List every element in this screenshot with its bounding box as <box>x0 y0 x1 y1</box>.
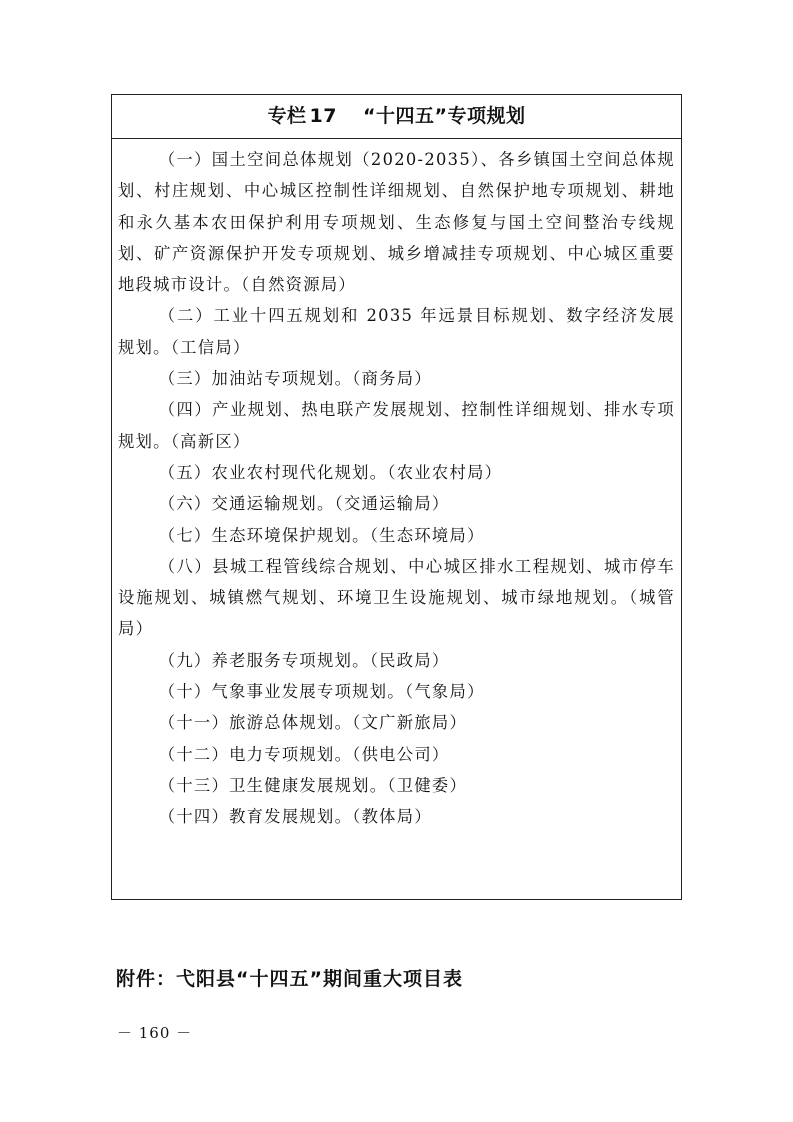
plan-entry: （六）交通运输规划。（交通运输局） <box>158 494 450 514</box>
plan-entry: （八）县城工程管线综合规划、中心城区排水工程规划、城市停车设施规划、城镇燃气规划、环境卫生设施规划、城市绿地规划。（城管局） <box>118 556 675 639</box>
attachment-heading: 附件：弋阳县“十四五”期间重大项目表 <box>116 968 463 990</box>
plan-entry: （十一）旅游总体规划。（文广新旅局） <box>158 713 468 733</box>
plan-entry: （一）国土空间总体规划（2020-2035）、各乡镇国土空间总体规划、村庄规划、中心城区控制性详细规划、自然保护地专项规划、耕地和永久基本农田保护利用专项规划、生态修复与国土空间整治专线规划、矿产资源保护开发专项规划、城乡增减挂专项规划、中心城区重要地段城市设计。（自然资源局） <box>118 150 675 295</box>
column-title-number: 17 <box>309 105 337 127</box>
column-title-prefix: 专栏 <box>267 105 307 127</box>
plan-entry: （四）产业规划、热电联产发展规划、控制性详细规划、排水专项规划。（高新区） <box>118 400 675 451</box>
plan-entry: （十三）卫生健康发展规划。（卫健委） <box>158 775 468 795</box>
plan-entry: （十）气象事业发展专项规划。（气象局） <box>158 682 485 702</box>
column-title-text: “十四五”专项规划 <box>362 105 526 127</box>
plan-entry-list <box>112 139 681 833</box>
plan-entry: （二）工业十四五规划和 2035 年远景目标规划、数字经济发展规划。（工信局） <box>118 306 675 357</box>
plan-entry: （十四）教育发展规划。（教体局） <box>158 807 432 827</box>
plan-entry: （十二）电力专项规划。（供电公司） <box>158 744 450 764</box>
plan-entry: （三）加油站专项规划。（商务局） <box>158 369 432 389</box>
column-title <box>112 95 681 139</box>
planning-column-box <box>111 94 682 900</box>
plan-entry: （七）生态环境保护规划。（生态环境局） <box>158 525 485 545</box>
plan-entry: （五）农业农村现代化规划。（农业农村局） <box>158 462 503 482</box>
plan-entry: （九）养老服务专项规划。（民政局） <box>158 650 450 670</box>
page-number: － 160 － <box>117 1024 193 1042</box>
